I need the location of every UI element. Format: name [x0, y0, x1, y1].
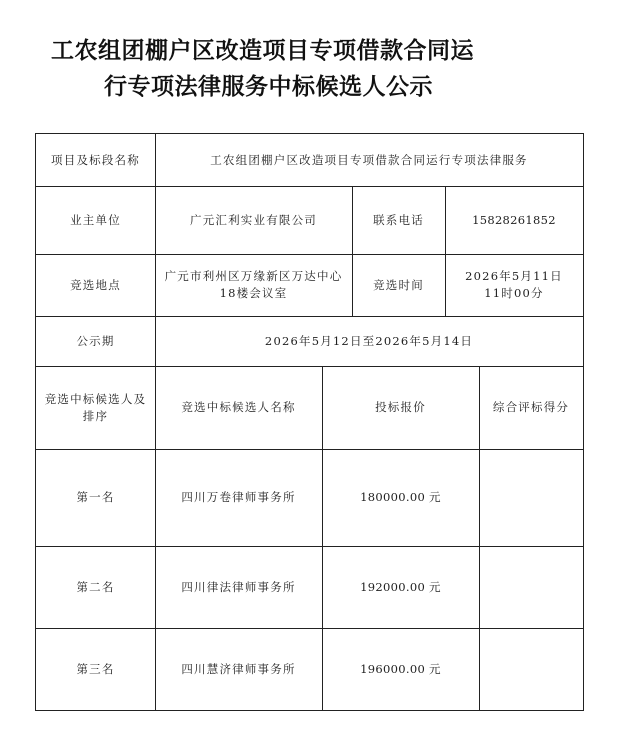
candidate-score [479, 449, 583, 546]
phone-value: 15828261852 [472, 212, 556, 227]
candidate-rank: 第一名 [76, 490, 115, 504]
header-rank: 竞选中标候选人及排序 [44, 391, 147, 423]
owner-value: 广元汇利实业有限公司 [190, 212, 317, 227]
header-price: 投标报价 [375, 400, 426, 414]
header-score: 综合评标得分 [492, 400, 570, 414]
project-value: 工农组团棚户区改造项目专项借款合同运行专项法律服务 [210, 152, 528, 167]
candidate-rank: 第二名 [76, 579, 115, 594]
location-value: 广元市利州区万缘新区万达中心18楼会议室 [164, 269, 343, 300]
candidate-rank: 第三名 [76, 661, 115, 676]
announcement-table [35, 133, 584, 711]
candidate-score [479, 546, 583, 628]
phone-label: 联系电话 [373, 212, 424, 227]
page-title-line-1: 工农组团棚户区改造项目专项借款合同运 [51, 38, 474, 64]
page-title-line-2: 行专项法律服务中标候选人公示 [104, 74, 433, 100]
header-name: 竞选中标候选人名称 [181, 400, 296, 414]
candidate-name: 四川律法律师事务所 [181, 579, 296, 594]
project-label: 项目及标段名称 [51, 152, 140, 167]
candidate-name: 四川万卷律师事务所 [181, 490, 296, 504]
candidate-price: 192000.00 元 [360, 579, 441, 594]
candidate-score [479, 628, 583, 710]
period-label: 公示期 [76, 333, 115, 348]
period-value: 2026年5月12日至2026年5月14日 [264, 333, 474, 348]
candidate-name: 四川慧济律师事务所 [181, 661, 296, 676]
time-label: 竞选时间 [373, 277, 424, 292]
time-value: 2026年5月11日11时00分 [465, 269, 563, 300]
candidate-price: 180000.00 元 [360, 490, 441, 504]
owner-label: 业主单位 [70, 212, 121, 227]
candidate-price: 196000.00 元 [360, 661, 441, 676]
location-label: 竞选地点 [70, 277, 121, 292]
